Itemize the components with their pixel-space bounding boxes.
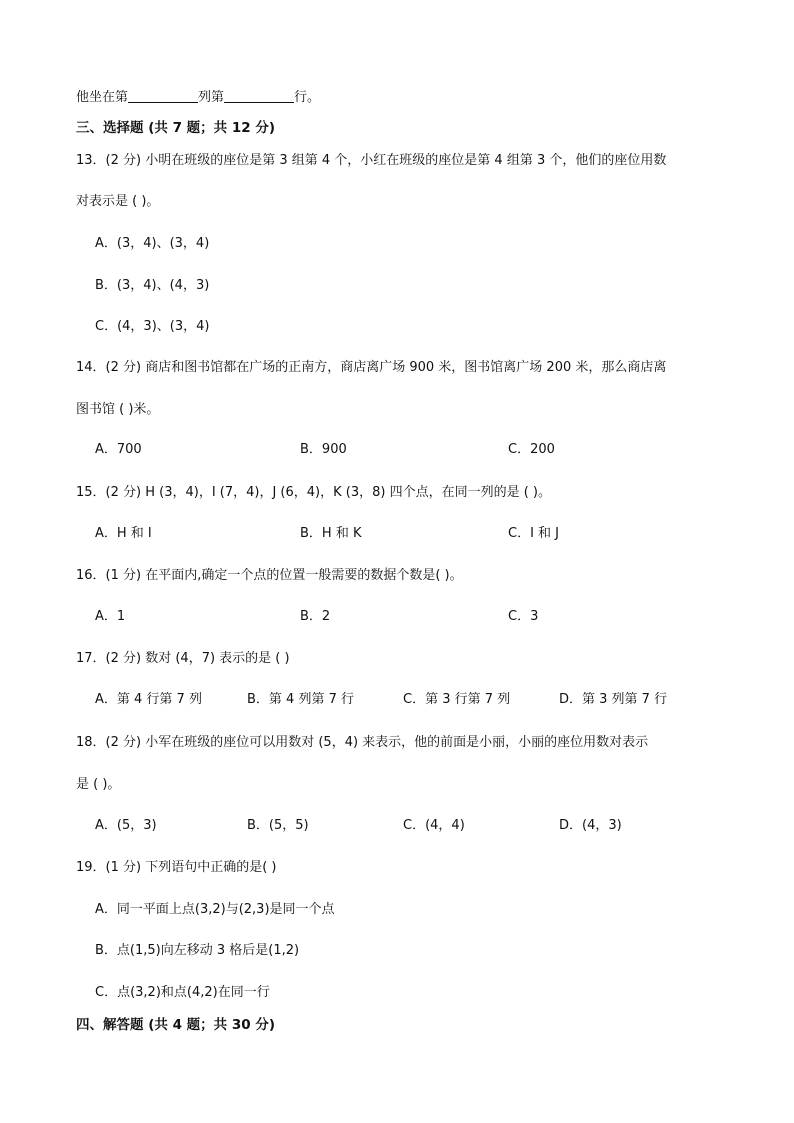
question-18-option-c: C．(4，4) (403, 818, 465, 833)
question-19-option-b: B．点(1,5)向左移动 3 格后是(1,2) (95, 943, 300, 958)
question-15-option-a: A．H 和 I (95, 526, 152, 541)
question-13-option-a: A．(3，4)、(3，4) (95, 236, 210, 251)
question-17-text: 17．(2 分) 数对 (4，7) 表示的是 ( ) (76, 651, 290, 666)
question-13-option-c: C．(4，3)、(3，4) (95, 319, 210, 334)
question-19-text: 19．(1 分) 下列语句中正确的是( ) (76, 860, 277, 875)
question-17-option-c: C．第 3 行第 7 列 (403, 692, 511, 707)
fill-text-3: 行。 (294, 90, 321, 105)
question-14-option-b: B．900 (300, 442, 347, 457)
answer-blank-row (224, 88, 294, 103)
question-18-text: 18．(2 分) 小军在班级的座位可以用数对 (5，4) 来表示，他的前面是小丽，小丽的座位用数对表示 (76, 735, 649, 750)
question-14-text: 14．(2 分) 商店和图书馆都在广场的正南方，商店离广场 900 米，图书馆离广场 200 米，那么商店离 (76, 360, 667, 375)
question-15-option-b: B．H 和 K (300, 526, 362, 541)
section-4-title: 四、解答题 (共 4 题；共 30 分) (76, 1017, 276, 1033)
question-16-text: 16．(1 分) 在平面内,确定一个点的位置一般需要的数据个数是( )。 (76, 568, 463, 583)
question-14-option-c: C．200 (508, 442, 555, 457)
answer-blank-column (128, 88, 198, 103)
fill-text-2: 列第 (198, 90, 225, 105)
question-15-option-c: C．I 和 J (508, 526, 560, 541)
question-17-option-d: D．第 3 列第 7 行 (559, 692, 668, 707)
question-13-text: 13．(2 分) 小明在班级的座位是第 3 组第 4 个，小红在班级的座位是第 4 组第 3 个，他们的座位用数 (76, 153, 667, 168)
question-18-option-a: A．(5，3) (95, 818, 157, 833)
question-18-option-d: D．(4，3) (559, 818, 622, 833)
question-17-option-b: B．第 4 列第 7 行 (247, 692, 354, 707)
question-13-text-cont: 对表示是 ( )。 (76, 194, 160, 209)
section-3-title: 三、选择题 (共 7 题；共 12 分) (76, 120, 276, 136)
question-16-option-b: B．2 (300, 609, 331, 624)
question-19-option-a: A．同一平面上点(3,2)与(2,3)是同一个点 (95, 902, 335, 917)
question-13-option-b: B．(3，4)、(4，3) (95, 278, 210, 293)
question-18-option-b: B．(5，5) (247, 818, 309, 833)
fill-in-line (76, 88, 320, 108)
fill-text-1: 他坐在第 (76, 90, 129, 105)
question-19-option-c: C．点(3,2)和点(4,2)在同一行 (95, 985, 270, 1000)
question-16-option-c: C．3 (508, 609, 539, 624)
question-17-option-a: A．第 4 行第 7 列 (95, 692, 202, 707)
question-16-option-a: A．1 (95, 609, 126, 624)
question-18-text-cont: 是 ( )。 (76, 777, 121, 792)
question-15-text: 15．(2 分) H (3，4)，I (7，4)，J (6，4)，K (3，8) 四个点，在同一列的是 ( )。 (76, 485, 552, 500)
question-14-text-cont: 图书馆 ( )米。 (76, 402, 160, 417)
question-14-option-a: A．700 (95, 442, 142, 457)
